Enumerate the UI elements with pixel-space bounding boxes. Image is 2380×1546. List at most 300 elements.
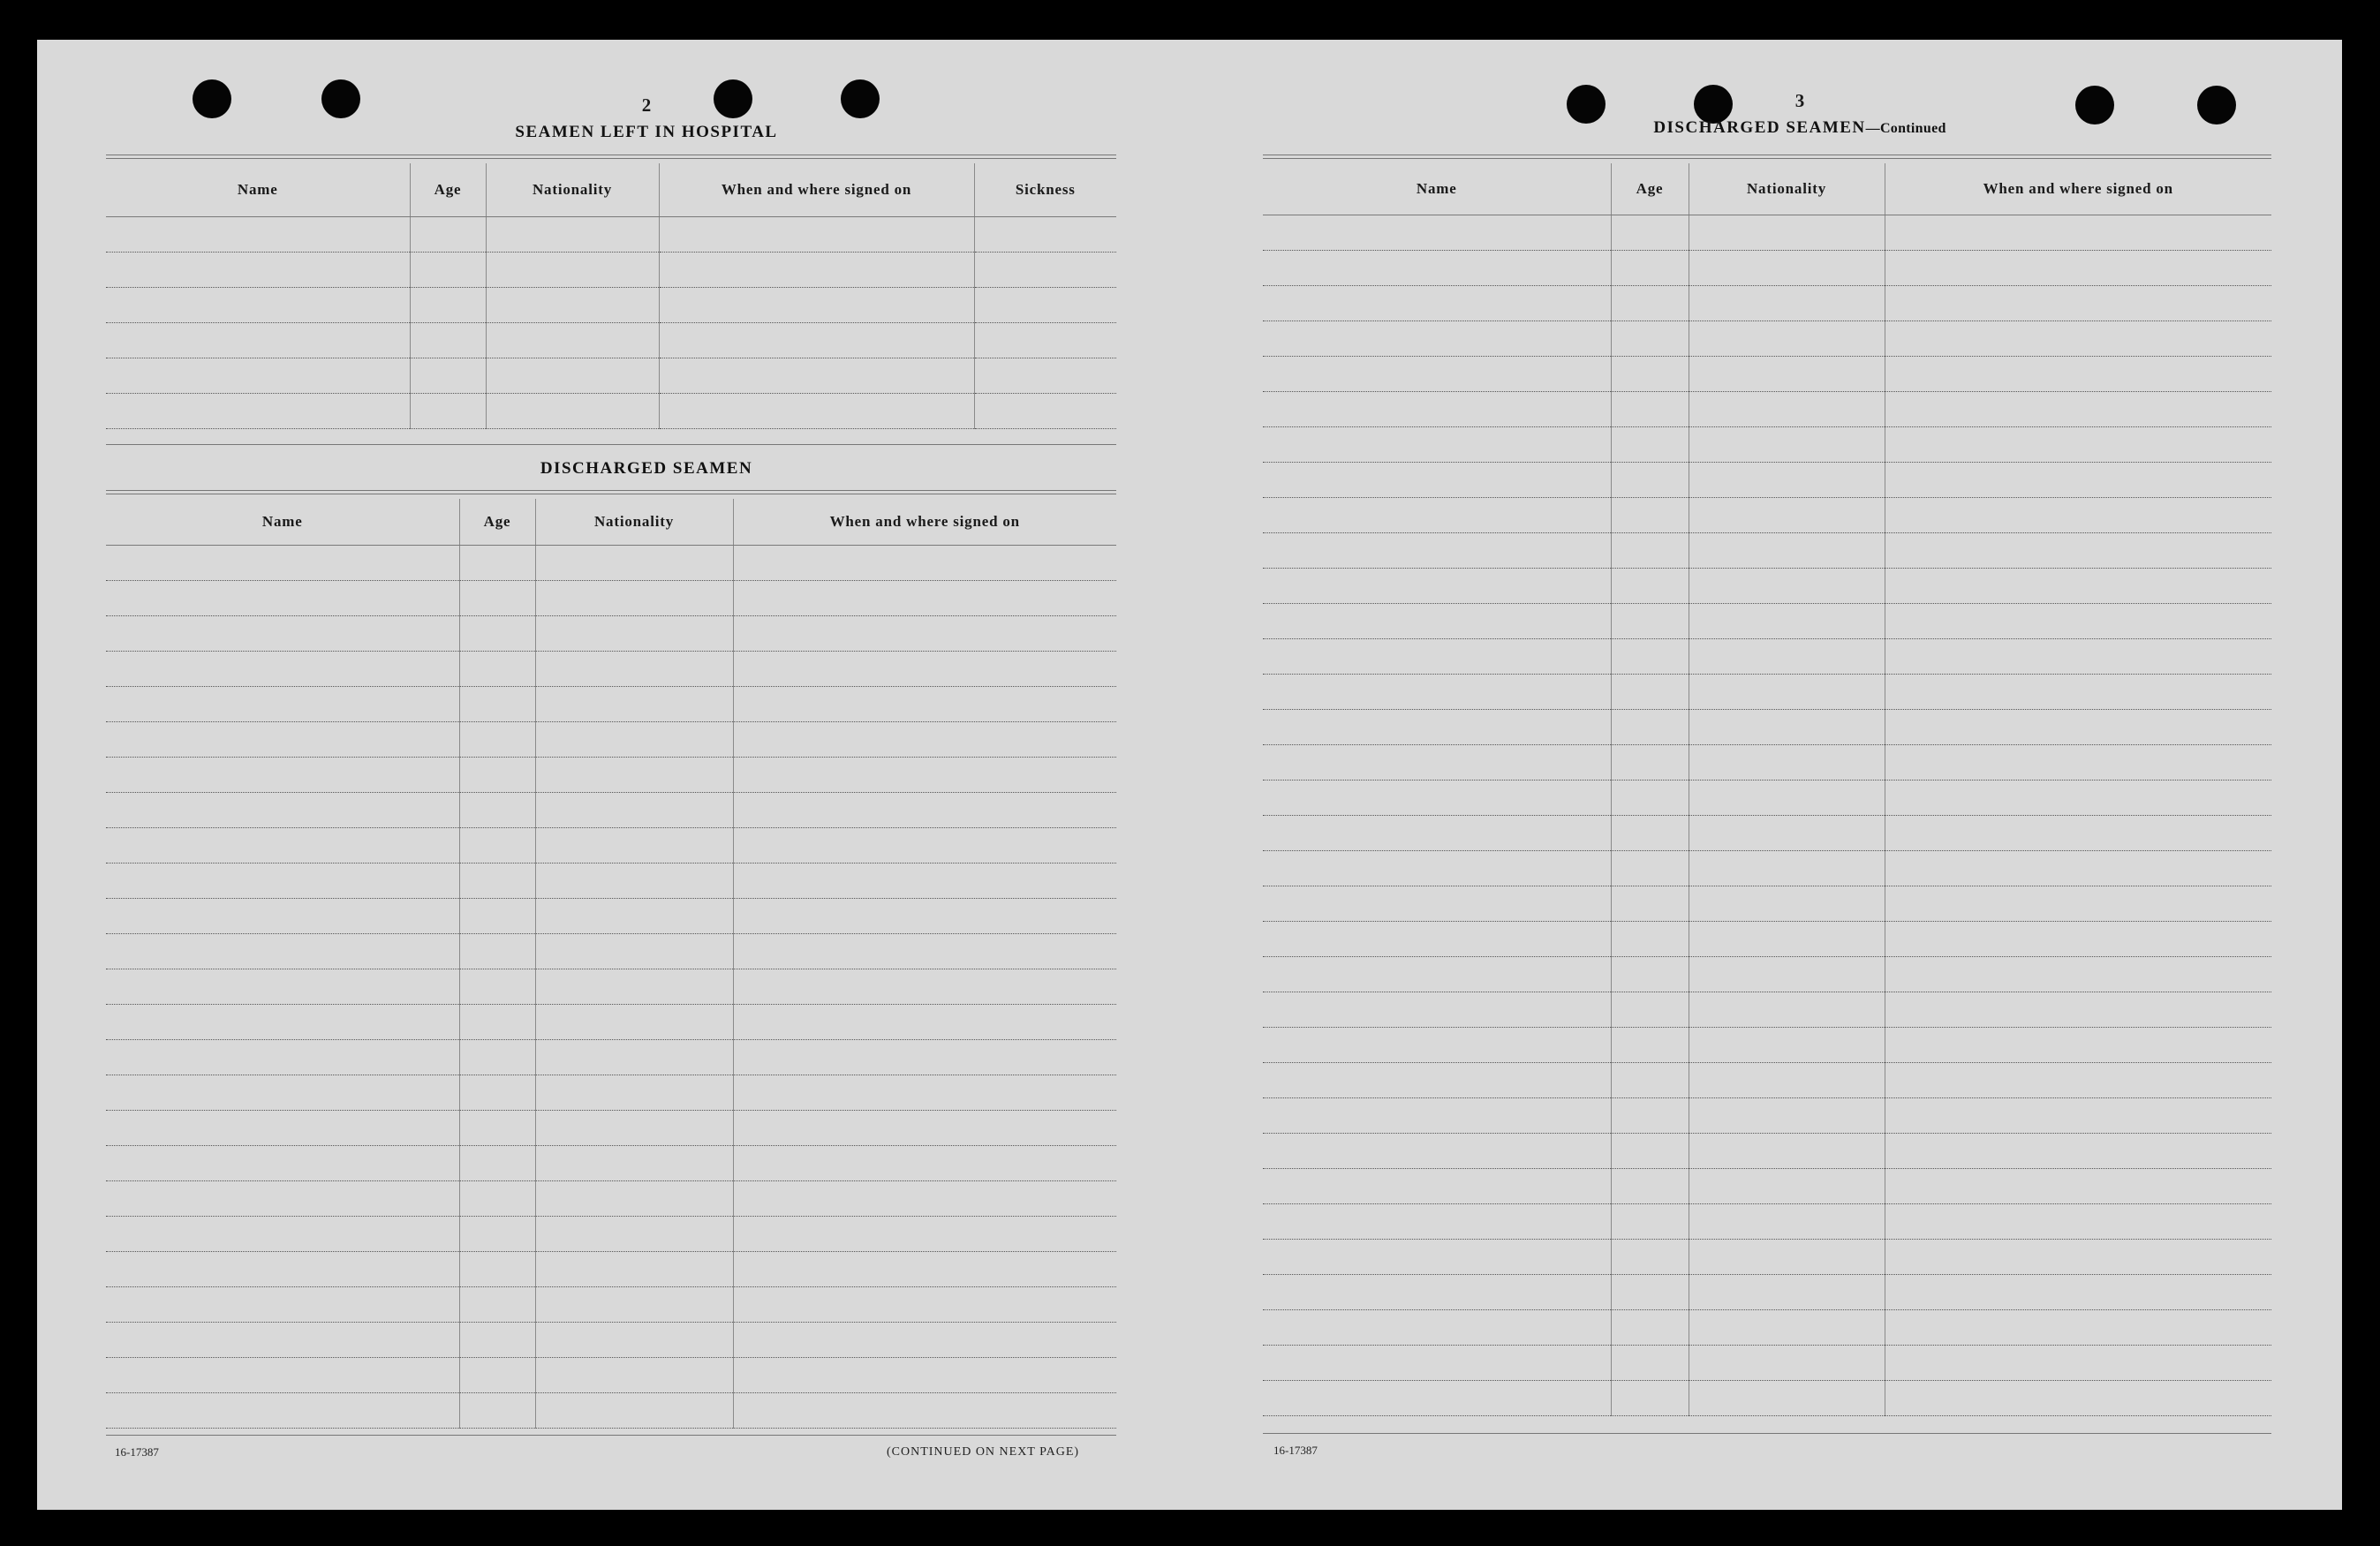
blank-cell [1611, 603, 1689, 638]
blank-cell [1263, 780, 1611, 815]
blank-cell [1885, 1133, 2271, 1168]
blank-cell [1885, 1309, 2271, 1345]
blank-cell [1611, 638, 1689, 674]
blank-cell [535, 1322, 733, 1357]
blank-cell [1263, 497, 1611, 532]
blank-cell [733, 1110, 1116, 1145]
blank-cell [106, 863, 459, 898]
table-row [106, 827, 1116, 863]
blank-cell [1263, 1345, 1611, 1380]
blank-cell [106, 686, 459, 721]
blank-cell [1611, 674, 1689, 709]
blank-cell [733, 933, 1116, 969]
blank-cell [535, 969, 733, 1004]
hospital-section-title: SEAMEN LEFT IN HOSPITAL [515, 123, 778, 141]
table-row [106, 287, 1116, 322]
discharged-section-title: DISCHARGED SEAMEN [540, 459, 753, 478]
blank-cell [106, 1110, 459, 1145]
blank-cell [459, 1004, 535, 1039]
blank-cell [410, 322, 486, 358]
blank-cell [733, 1039, 1116, 1075]
blank-cell [106, 757, 459, 792]
blank-cell [1611, 992, 1689, 1027]
blank-cell [1263, 1133, 1611, 1168]
blank-cell [535, 580, 733, 615]
continued-suffix: —Continued [1865, 121, 1946, 136]
blank-cell [459, 757, 535, 792]
table-row [106, 615, 1116, 651]
blank-cell [459, 1180, 535, 1216]
blank-cell [1263, 886, 1611, 921]
table-row [106, 1251, 1116, 1286]
blank-cell [1611, 356, 1689, 391]
blank-cell [1263, 321, 1611, 356]
table-row [106, 1039, 1116, 1075]
blank-cell [486, 322, 659, 358]
blank-cell [535, 1039, 733, 1075]
blank-cell [659, 393, 974, 428]
blank-cell [1689, 744, 1885, 780]
document-sheet [37, 40, 2342, 1510]
column-header-age: Age [410, 163, 486, 216]
blank-cell [535, 686, 733, 721]
blank-cell [535, 933, 733, 969]
table-row [106, 580, 1116, 615]
blank-cell [535, 1216, 733, 1251]
table-row [1263, 1239, 2271, 1274]
blank-cell [1611, 215, 1689, 250]
blank-cell [106, 615, 459, 651]
blank-cell [486, 358, 659, 393]
blank-cell [1689, 886, 1885, 921]
blank-cell [535, 1392, 733, 1428]
table-row [1263, 532, 2271, 568]
column-header-age: Age [1611, 163, 1689, 215]
table-row [1263, 1203, 2271, 1239]
blank-cell [1689, 1133, 1885, 1168]
blank-cell [535, 1357, 733, 1392]
blank-cell [659, 287, 974, 322]
blank-cell [659, 216, 974, 252]
blank-cell [106, 969, 459, 1004]
blank-cell [459, 863, 535, 898]
table-row [106, 651, 1116, 686]
blank-cell [1885, 992, 2271, 1027]
table-row [106, 1110, 1116, 1145]
column-header-signed-on: When and where signed on [733, 499, 1116, 545]
blank-cell [1263, 744, 1611, 780]
blank-cell [1689, 674, 1885, 709]
column-header-name: Name [106, 163, 410, 216]
blank-cell [974, 252, 1116, 287]
blank-cell [459, 1357, 535, 1392]
blank-cell [733, 969, 1116, 1004]
blank-cell [459, 1251, 535, 1286]
blank-cell [1263, 709, 1611, 744]
blank-cell [1611, 956, 1689, 992]
blank-cell [1611, 285, 1689, 321]
blank-cell [459, 1145, 535, 1180]
blank-cell [1689, 1203, 1885, 1239]
blank-cell [106, 322, 410, 358]
blank-cell [1263, 568, 1611, 603]
blank-cell [459, 969, 535, 1004]
blank-cell [733, 827, 1116, 863]
blank-cell [1689, 638, 1885, 674]
blank-cell [106, 792, 459, 827]
table-row [1263, 391, 2271, 426]
blank-cell [1263, 992, 1611, 1027]
blank-cell [1611, 886, 1689, 921]
table-row [106, 721, 1116, 757]
blank-cell [1611, 497, 1689, 532]
blank-cell [535, 1075, 733, 1110]
blank-cell [1885, 921, 2271, 956]
table-row [1263, 285, 2271, 321]
table-row [1263, 1097, 2271, 1133]
blank-cell [974, 216, 1116, 252]
blank-cell [106, 358, 410, 393]
blank-cell [1611, 709, 1689, 744]
blank-cell [1885, 1274, 2271, 1309]
blank-cell [1689, 921, 1885, 956]
blank-cell [1885, 426, 2271, 462]
blank-cell [459, 898, 535, 933]
blank-cell [459, 1392, 535, 1428]
blank-cell [535, 545, 733, 580]
column-header-sickness: Sickness [974, 163, 1116, 216]
blank-cell [1689, 568, 1885, 603]
table-row [1263, 1274, 2271, 1309]
column-header-nationality: Nationality [535, 499, 733, 545]
left-page [37, 40, 1185, 1510]
blank-cell [1263, 1309, 1611, 1345]
hospital-bottom-rule [106, 444, 1116, 445]
blank-cell [1885, 1097, 2271, 1133]
blank-cell [733, 721, 1116, 757]
column-header-name: Name [106, 499, 459, 545]
blank-cell [1689, 1168, 1885, 1203]
hospital-top-rule [106, 155, 1116, 159]
blank-cell [733, 1004, 1116, 1039]
blank-cell [733, 1145, 1116, 1180]
blank-cell [106, 651, 459, 686]
blank-cell [733, 1251, 1116, 1286]
blank-cell [459, 1110, 535, 1145]
blank-cell [1689, 1097, 1885, 1133]
table-row [106, 1180, 1116, 1216]
blank-cell [486, 393, 659, 428]
page-number: 3 [1794, 90, 1805, 111]
table-row [106, 545, 1116, 580]
column-header-name: Name [1263, 163, 1611, 215]
table-row [1263, 1168, 2271, 1203]
blank-cell [1263, 956, 1611, 992]
blank-cell [1689, 215, 1885, 250]
blank-cell [1885, 956, 2271, 992]
blank-cell [459, 792, 535, 827]
blank-cell [1885, 815, 2271, 850]
hospital-table [106, 163, 1116, 429]
blank-cell [535, 1110, 733, 1145]
table-row [106, 1145, 1116, 1180]
blank-cell [1689, 321, 1885, 356]
blank-cell [659, 358, 974, 393]
blank-cell [733, 686, 1116, 721]
page-number: 2 [641, 94, 652, 116]
blank-cell [1689, 1274, 1885, 1309]
blank-cell [106, 1075, 459, 1110]
column-header-signed-on: When and where signed on [659, 163, 974, 216]
blank-cell [1611, 1274, 1689, 1309]
blank-cell [459, 686, 535, 721]
blank-cell [535, 1180, 733, 1216]
blank-cell [1263, 1062, 1611, 1097]
discharged-top-rule [1263, 155, 2271, 159]
blank-cell [106, 252, 410, 287]
table-row [1263, 250, 2271, 285]
blank-cell [733, 651, 1116, 686]
blank-cell [535, 898, 733, 933]
table-row [1263, 603, 2271, 638]
table-row [1263, 709, 2271, 744]
blank-cell [486, 252, 659, 287]
blank-cell [733, 1286, 1116, 1322]
section-title-text: DISCHARGED SEAMEN [1653, 118, 1866, 137]
table-row [1263, 215, 2271, 250]
blank-cell [1611, 250, 1689, 285]
blank-cell [459, 615, 535, 651]
blank-cell [1885, 321, 2271, 356]
table-row [1263, 1345, 2271, 1380]
blank-cell [1885, 497, 2271, 532]
blank-cell [1611, 568, 1689, 603]
blank-cell [1611, 1027, 1689, 1062]
blank-cell [1263, 1203, 1611, 1239]
blank-cell [659, 322, 974, 358]
blank-cell [1689, 780, 1885, 815]
blank-cell [410, 287, 486, 322]
blank-cell [1885, 709, 2271, 744]
blank-cell [1689, 956, 1885, 992]
blank-cell [1885, 886, 2271, 921]
blank-cell [1689, 992, 1885, 1027]
column-header-nationality: Nationality [1689, 163, 1885, 215]
blank-cell [1611, 1203, 1689, 1239]
blank-cell [733, 898, 1116, 933]
blank-cell [459, 721, 535, 757]
blank-cell [1689, 1239, 1885, 1274]
table-row [106, 216, 1116, 252]
discharged-bottom-rule [106, 1435, 1116, 1436]
blank-cell [1263, 426, 1611, 462]
blank-cell [1263, 1097, 1611, 1133]
blank-cell [1689, 462, 1885, 497]
blank-cell [733, 863, 1116, 898]
table-row [1263, 321, 2271, 356]
blank-cell [535, 1145, 733, 1180]
blank-cell [1263, 532, 1611, 568]
blank-cell [1885, 1203, 2271, 1239]
blank-cell [974, 322, 1116, 358]
blank-cell [1885, 215, 2271, 250]
table-row [1263, 886, 2271, 921]
blank-cell [974, 358, 1116, 393]
table-row [1263, 921, 2271, 956]
blank-cell [1611, 1239, 1689, 1274]
blank-cell [1263, 1380, 1611, 1415]
blank-cell [106, 287, 410, 322]
table-row [106, 1075, 1116, 1110]
table-row [1263, 1062, 2271, 1097]
blank-cell [106, 1145, 459, 1180]
blank-cell [1689, 426, 1885, 462]
blank-cell [106, 1392, 459, 1428]
column-header-signed-on: When and where signed on [1885, 163, 2271, 215]
table-row [106, 1322, 1116, 1357]
blank-cell [1885, 780, 2271, 815]
table-row [1263, 1027, 2271, 1062]
blank-cell [1263, 674, 1611, 709]
blank-cell [1885, 532, 2271, 568]
blank-cell [1611, 744, 1689, 780]
blank-cell [1263, 1168, 1611, 1203]
blank-cell [733, 580, 1116, 615]
blank-cell [1689, 285, 1885, 321]
blank-cell [1885, 250, 2271, 285]
blank-cell [459, 1322, 535, 1357]
table-row [1263, 815, 2271, 850]
blank-cell [535, 827, 733, 863]
blank-cell [486, 216, 659, 252]
blank-cell [1611, 815, 1689, 850]
blank-cell [106, 1004, 459, 1039]
blank-cell [1689, 532, 1885, 568]
blank-cell [733, 757, 1116, 792]
blank-cell [733, 1322, 1116, 1357]
blank-cell [1263, 356, 1611, 391]
blank-cell [1611, 921, 1689, 956]
table-row [106, 1216, 1116, 1251]
blank-cell [1263, 1239, 1611, 1274]
blank-cell [1611, 1345, 1689, 1380]
blank-cell [659, 252, 974, 287]
blank-cell [106, 1286, 459, 1322]
table-row [1263, 1309, 2271, 1345]
blank-cell [1885, 1239, 2271, 1274]
blank-cell [1689, 356, 1885, 391]
blank-cell [410, 252, 486, 287]
table-row [1263, 638, 2271, 674]
blank-cell [1689, 815, 1885, 850]
blank-cell [106, 1180, 459, 1216]
table-row [106, 792, 1116, 827]
blank-cell [106, 1357, 459, 1392]
blank-cell [974, 393, 1116, 428]
blank-cell [1885, 356, 2271, 391]
blank-cell [459, 1039, 535, 1075]
blank-cell [1689, 391, 1885, 426]
blank-cell [1611, 462, 1689, 497]
table-row [1263, 1133, 2271, 1168]
table-row [106, 1357, 1116, 1392]
table-row [1263, 674, 2271, 709]
blank-cell [535, 1251, 733, 1286]
blank-cell [410, 358, 486, 393]
discharged-table [106, 499, 1116, 1429]
blank-cell [106, 580, 459, 615]
blank-cell [1263, 638, 1611, 674]
discharged-bottom-rule [1263, 1433, 2271, 1434]
blank-cell [106, 1251, 459, 1286]
table-row [1263, 462, 2271, 497]
table-row [106, 1392, 1116, 1428]
blank-cell [535, 757, 733, 792]
blank-cell [1689, 1380, 1885, 1415]
table-row [106, 1286, 1116, 1322]
table-row [1263, 744, 2271, 780]
blank-cell [1611, 1309, 1689, 1345]
blank-cell [733, 545, 1116, 580]
blank-cell [733, 792, 1116, 827]
table-row [106, 393, 1116, 428]
table-row [106, 358, 1116, 393]
blank-cell [1885, 850, 2271, 886]
blank-cell [1611, 321, 1689, 356]
blank-cell [1689, 603, 1885, 638]
blank-cell [1689, 1062, 1885, 1097]
blank-cell [733, 615, 1116, 651]
blank-cell [733, 1357, 1116, 1392]
table-row [1263, 780, 2271, 815]
blank-cell [1885, 285, 2271, 321]
blank-cell [1611, 850, 1689, 886]
blank-cell [1885, 674, 2271, 709]
blank-cell [1611, 1380, 1689, 1415]
blank-cell [1611, 1133, 1689, 1168]
blank-cell [1885, 603, 2271, 638]
blank-cell [486, 287, 659, 322]
blank-cell [1611, 1168, 1689, 1203]
table-row [106, 863, 1116, 898]
blank-cell [1689, 709, 1885, 744]
table-row [1263, 992, 2271, 1027]
blank-cell [1689, 1309, 1885, 1345]
blank-cell [535, 863, 733, 898]
blank-cell [1689, 1027, 1885, 1062]
blank-cell [410, 393, 486, 428]
blank-cell [1885, 462, 2271, 497]
blank-cell [733, 1392, 1116, 1428]
table-row [106, 686, 1116, 721]
blank-cell [1263, 462, 1611, 497]
column-header-age: Age [459, 499, 535, 545]
blank-cell [1885, 638, 2271, 674]
blank-cell [733, 1180, 1116, 1216]
blank-cell [535, 792, 733, 827]
blank-cell [410, 216, 486, 252]
blank-cell [459, 933, 535, 969]
blank-cell [733, 1216, 1116, 1251]
blank-cell [1263, 250, 1611, 285]
blank-cell [1885, 1168, 2271, 1203]
blank-cell [106, 545, 459, 580]
blank-cell [733, 1075, 1116, 1110]
right-page [1185, 40, 2342, 1510]
blank-cell [1611, 426, 1689, 462]
column-header-nationality: Nationality [486, 163, 659, 216]
table-row [106, 969, 1116, 1004]
